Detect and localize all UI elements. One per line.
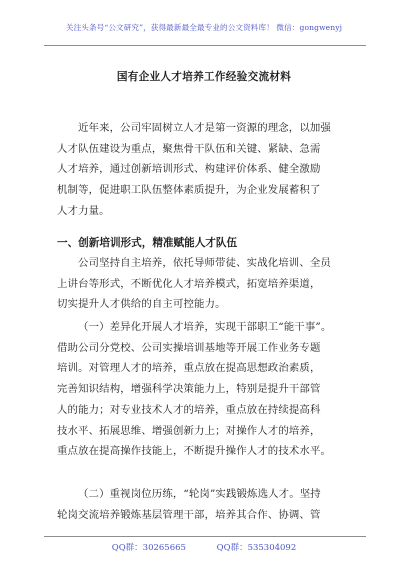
paragraph-line: 重点放在提高操作技能上，不断提升操作人才的技术水平。 <box>57 445 332 458</box>
section1-paragraph-2 <box>57 317 357 462</box>
paragraph-line: 技水平、拓展思维、增强创新力上；对操作人才的培养， <box>57 424 321 437</box>
footer-contacts <box>0 541 408 553</box>
paragraph-line: （二）重视岗位历练，“轮岗”实践锻炼选人才。坚持 <box>78 488 321 500</box>
section1-paragraph-1 <box>57 253 357 315</box>
paragraph-line: 轮岗交流培养锻炼基层管理干部，培养其合作、协调、管 <box>57 508 321 521</box>
section1-paragraph-3 <box>57 484 357 525</box>
section-heading: 一、创新培训形式，精准赋能人才队伍 <box>57 237 238 249</box>
intro-paragraph <box>57 118 357 222</box>
paragraph-line: 切实提升人才供给的自主可控能力。 <box>57 298 226 311</box>
footer-qq-group-1: QQ群：30265665 <box>111 543 186 553</box>
paragraph-line: 机制等，促进职工队伍整体素质提升，为企业发展蓄积了 <box>57 184 321 197</box>
paragraph-line: 完善知识结构，增强科学决策能力上，特别是提升干部管 <box>57 383 321 396</box>
header-promo-note: 关注头条号“公文研究”，获得最新最全最专业的公文资料库！ 微信：gongwenyj <box>65 23 343 32</box>
footer-qq-group-2: QQ群：535304092 <box>216 543 297 553</box>
paragraph-line: 公司坚持自主培养，依托导师带徒、实战化培训、全员 <box>78 257 331 269</box>
paragraph-line: 人才队伍建设为重点，聚焦骨干队伍和关键、紧缺、急需 <box>57 142 321 155</box>
paragraph-line: 人才培养，通过创新培训形式、构建评价体系、健全激励 <box>57 163 321 176</box>
paragraph-line: （一）差异化开展人才培养，实现干部职工“能干事”。 <box>78 321 332 333</box>
paragraph-line: 上讲台等形式，不断优化人才培养模式，拓宽培养渠道， <box>57 277 321 290</box>
paragraph-line: 人的能力；对专业技术人才的培养，重点放在持续提高科 <box>57 403 321 416</box>
paragraph-line: 人才力量。 <box>57 204 110 217</box>
document-title: 国有企业人才培养工作经验交流材料 <box>116 71 292 83</box>
paragraph-line: 借助公司分党校、公司实操培训基地等开展工作业务专题 <box>57 341 321 354</box>
paragraph-line: 近年来，公司牢固树立人才是第一资源的理念，以加强 <box>78 122 331 134</box>
footer-divider <box>44 536 366 537</box>
header-divider <box>44 45 366 46</box>
paragraph-line: 培训。对管理人才的培养，重点放在提高思想政治素质， <box>57 362 321 375</box>
